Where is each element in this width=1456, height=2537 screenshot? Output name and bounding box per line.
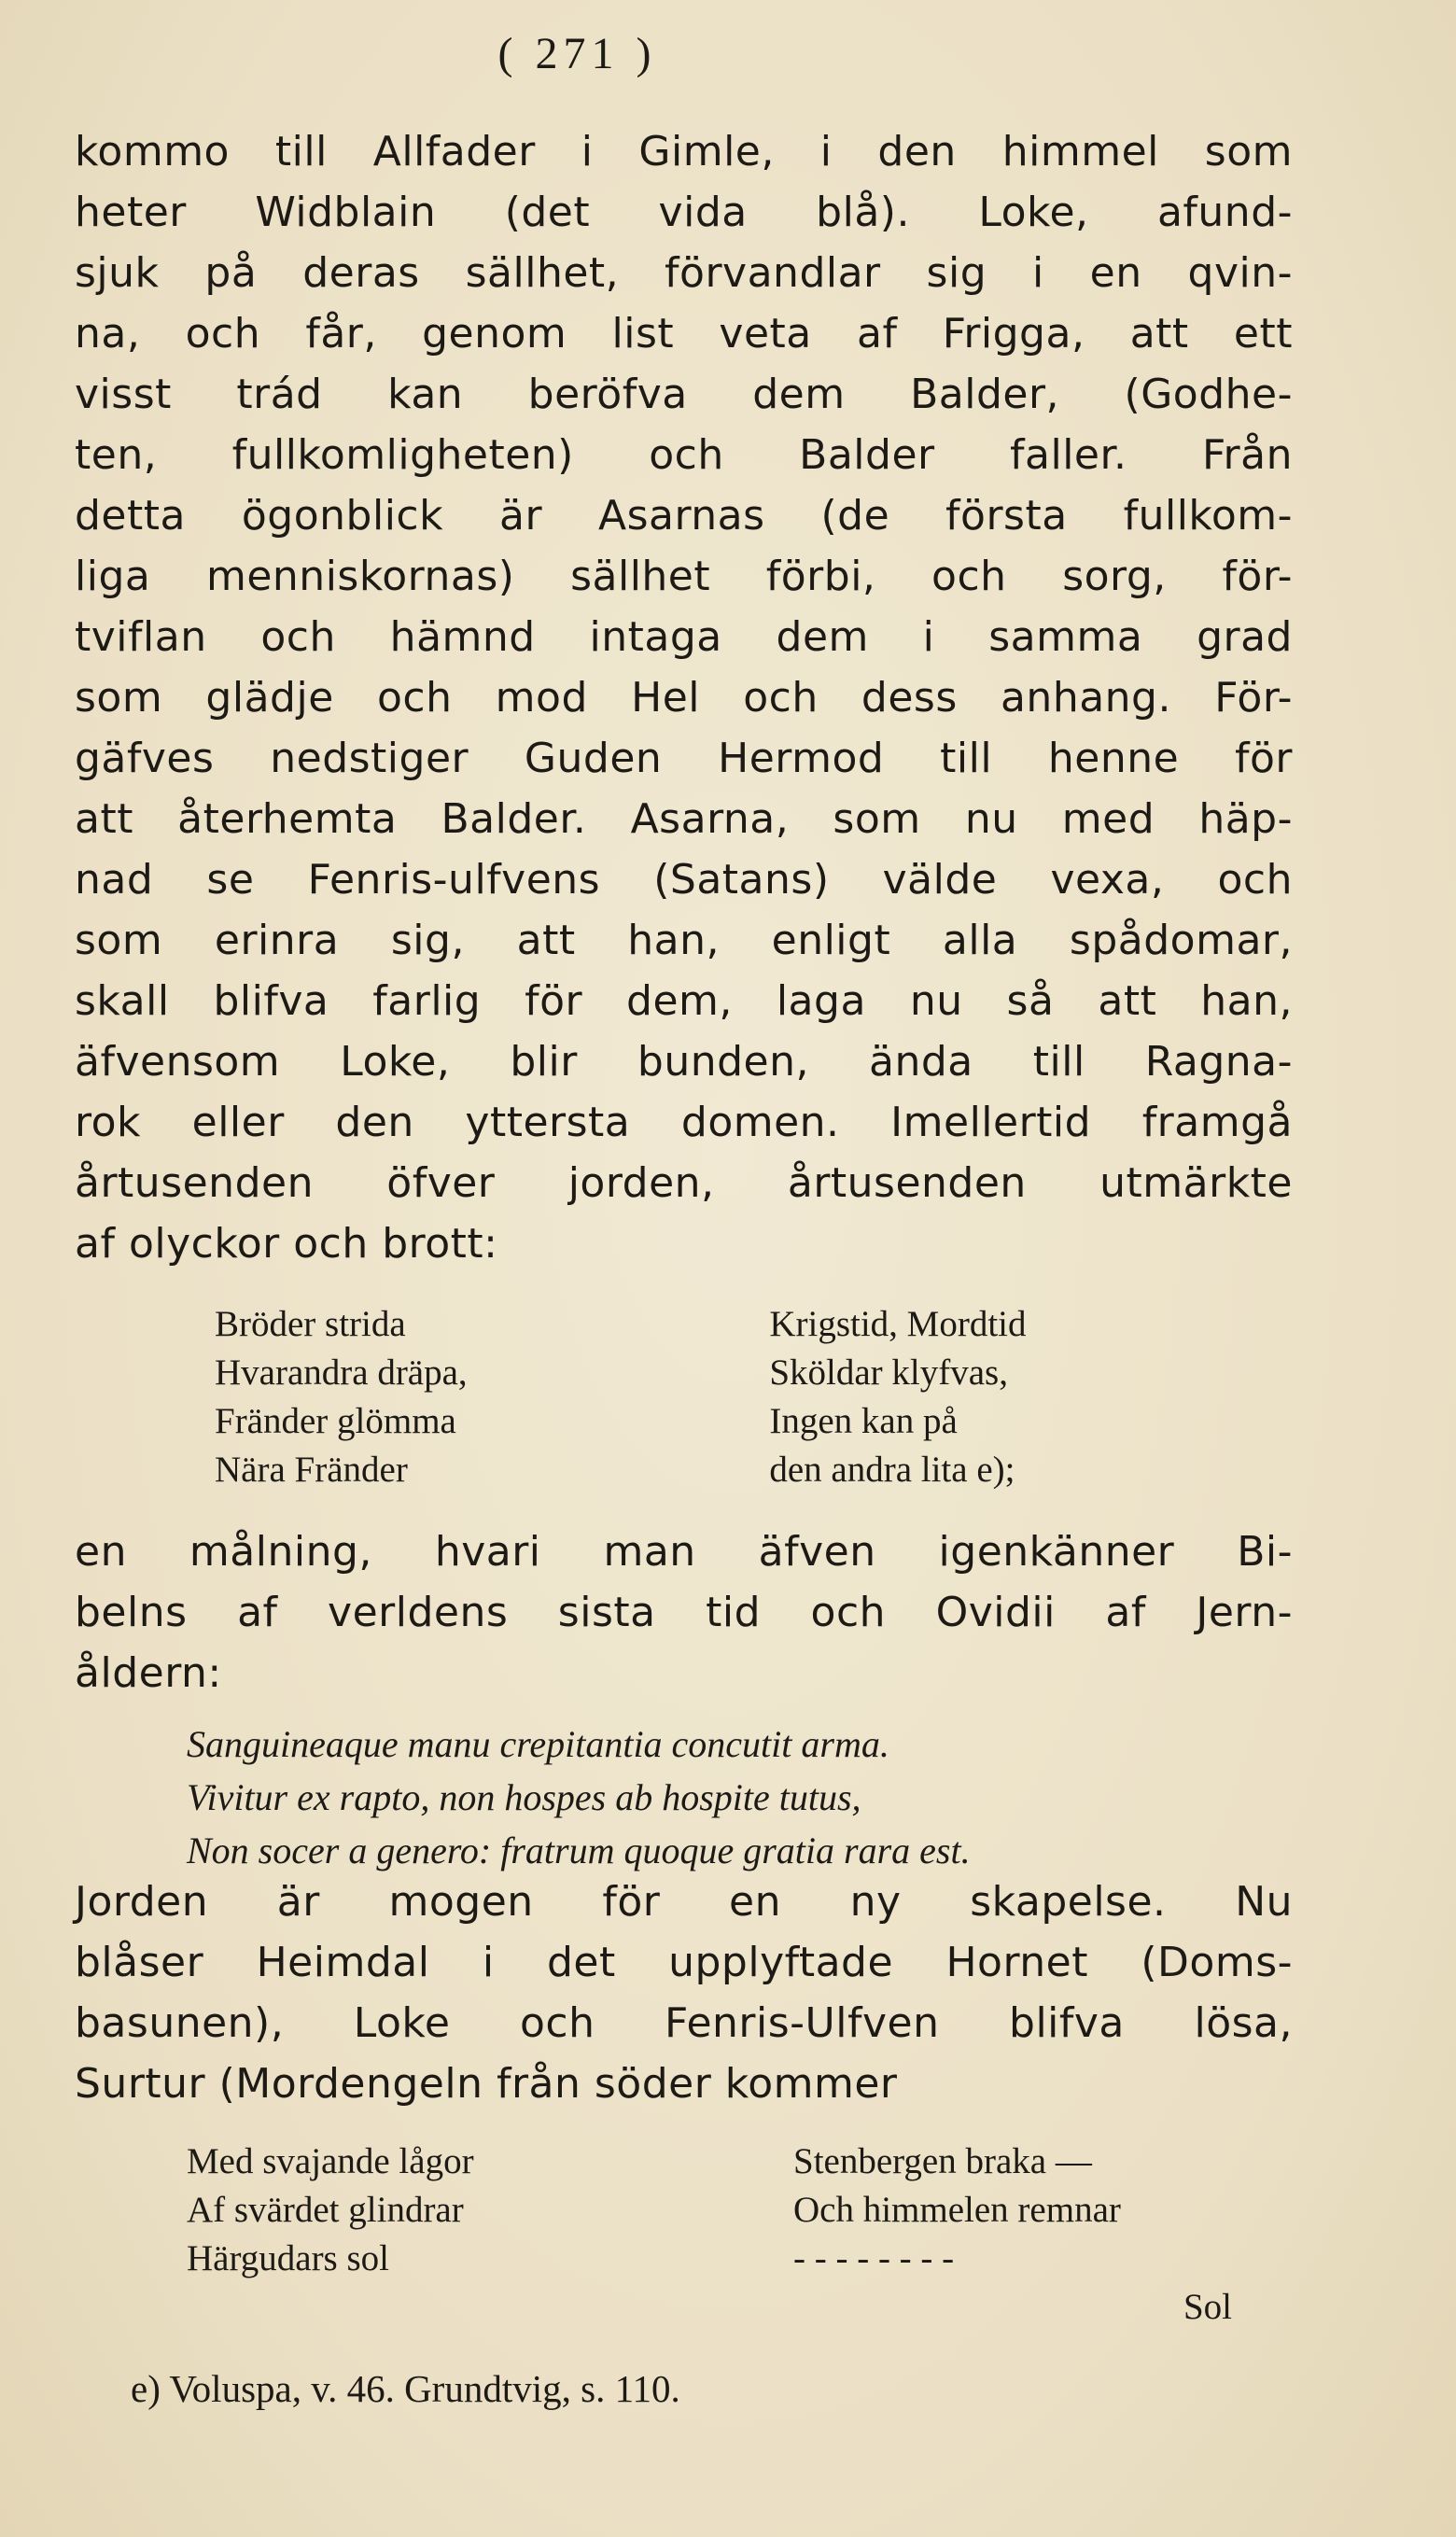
text-line: belns af verldens sista tid och Ovidii af Jern- xyxy=(75,1589,1293,1636)
paragraph-painting xyxy=(75,1521,1293,1703)
text-line: nad se Fenris-ulfvens (Satans) välde vexa, och xyxy=(75,856,1293,904)
poem-row xyxy=(215,1349,1195,1397)
page-number: ( 271 ) xyxy=(497,29,657,78)
text-line: basunen), Loke och Fenris-Ulfven blifva lösa, xyxy=(75,1999,1293,2047)
poem-verse: - - - - - - - - xyxy=(793,2238,955,2278)
poem-verse: Med svajande lågor xyxy=(187,2141,474,2181)
text-line: att återhemta Balder. Asarna, som nu med häp- xyxy=(75,795,1293,843)
text-line: som glädje och mod Hel och dess anhang. För- xyxy=(75,674,1293,722)
poem-verse: den andra lita e); xyxy=(769,1450,1015,1490)
poem-verse-end: Sol xyxy=(1183,2287,1232,2327)
text-line: äfvensom Loke, blir bunden, ända till Ragna- xyxy=(75,1038,1293,1086)
text-line: rok eller den yttersta domen. Imellertid framgå xyxy=(75,1099,1293,1146)
text-line: heter Widblain (det vida blå). Loke, afund- xyxy=(75,189,1293,236)
text-line: kommo till Allfader i Gimle, i den himmel som xyxy=(75,128,1293,175)
latin-verse: Vivitur ex rapto, non hospes ab hospite tutus, xyxy=(187,1776,861,1818)
text-line: detta ögonblick är Asarnas (de första fullkom- xyxy=(75,492,1293,540)
poem-verse: Ingen kan på xyxy=(769,1401,958,1441)
poem-row xyxy=(187,2186,1232,2235)
poem-verse: Och himmelen remnar xyxy=(793,2190,1121,2230)
poem-verse: Bröder strida xyxy=(215,1304,406,1344)
poem-verse: Hvarandra dräpa, xyxy=(215,1353,468,1393)
poem-verse: Härgudars sol xyxy=(187,2238,389,2278)
poem-quote-surtur xyxy=(187,2138,1232,2332)
poem-row xyxy=(215,1397,1195,1446)
text-line: åldern: xyxy=(75,1649,222,1697)
text-line: na, och får, genom list veta af Frigga, att ett xyxy=(75,310,1293,357)
paragraph-creation xyxy=(75,1871,1293,2114)
poem-verse: Sköldar klyfvas, xyxy=(769,1353,1008,1393)
text-line: gäfves nedstiger Guden Hermod till henne för xyxy=(75,735,1293,782)
poem-row xyxy=(187,2235,1232,2283)
text-line: Jorden är mogen för en ny skapelse. Nu xyxy=(75,1878,1293,1926)
poem-verse: Krigstid, Mordtid xyxy=(769,1304,1027,1344)
poem-verse: Af svärdet glindrar xyxy=(187,2190,464,2230)
poem-row xyxy=(215,1300,1195,1349)
poem-verse: Nära Fränder xyxy=(215,1450,408,1490)
poem-verse: Stenbergen braka — xyxy=(793,2141,1092,2181)
footnote: e) Voluspa, v. 46. Grundtvig, s. 110. xyxy=(131,2367,680,2410)
text-line: af olyckor och brott: xyxy=(75,1220,498,1268)
text-line: Surtur (Mordengeln från söder kommer xyxy=(75,2060,898,2108)
latin-verse: Non socer a genero: fratrum quoque gratia rara est. xyxy=(187,1829,971,1871)
poem-quote-voluspa xyxy=(215,1300,1195,1494)
poem-row xyxy=(215,1446,1195,1494)
text-line: liga menniskornas) sällhet förbi, och sorg, för- xyxy=(75,553,1293,600)
text-line: tviflan och hämnd intaga dem i samma grad xyxy=(75,613,1293,661)
paragraph-main xyxy=(75,121,1293,1274)
text-line: årtusenden öfver jorden, årtusenden utmärkte xyxy=(75,1159,1293,1207)
text-line: visst trád kan beröfva dem Balder, (Godhe- xyxy=(75,371,1293,418)
text-line: en målning, hvari man äfven igenkänner Bi- xyxy=(75,1528,1293,1576)
latin-quote-ovid xyxy=(187,1717,1307,1877)
text-line: blåser Heimdal i det upplyftade Hornet (Doms- xyxy=(75,1939,1293,1986)
text-line: sjuk på deras sällhet, förvandlar sig i en qvin- xyxy=(75,249,1293,297)
text-line: som erinra sig, att han, enligt alla spådomar, xyxy=(75,917,1293,964)
text-line: ten, fullkomligheten) och Balder faller. Från xyxy=(75,431,1293,479)
latin-verse: Sanguineaque manu crepitantia concutit arma. xyxy=(187,1723,889,1765)
poem-verse: Fränder glömma xyxy=(215,1401,456,1441)
text-line: skall blifva farlig för dem, laga nu så att han, xyxy=(75,977,1293,1025)
poem-row xyxy=(187,2138,1232,2186)
